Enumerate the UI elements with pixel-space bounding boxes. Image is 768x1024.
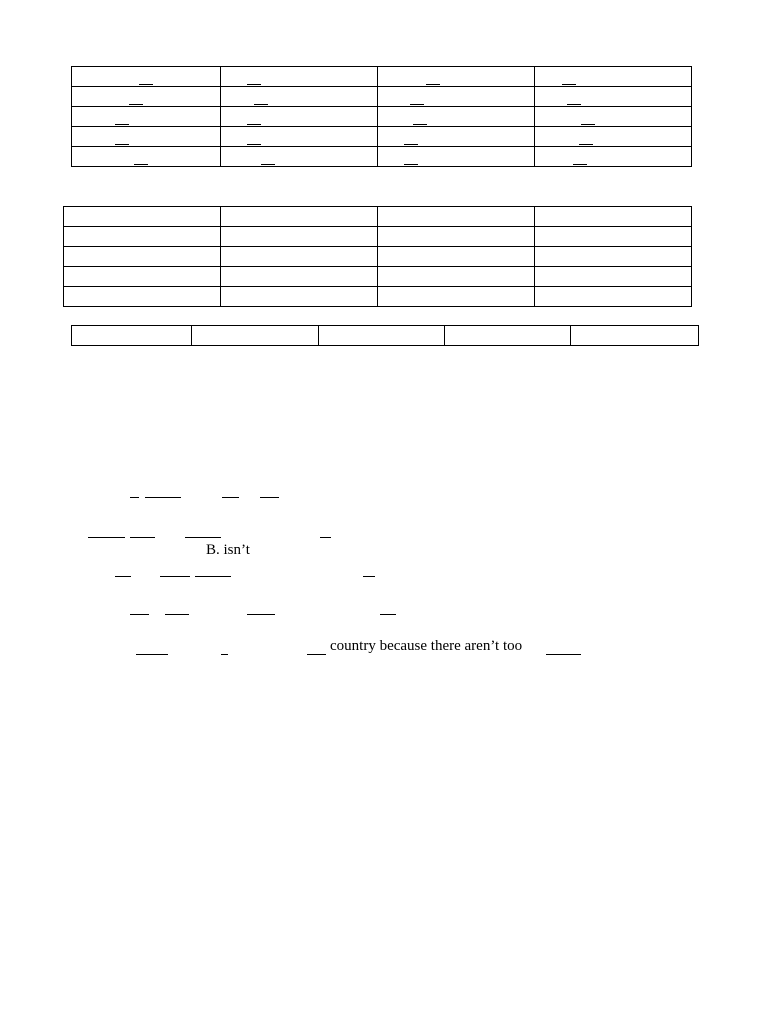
answer-blank[interactable] — [380, 614, 396, 615]
table-row — [64, 227, 692, 247]
table-cell — [221, 127, 378, 147]
stress-table — [63, 206, 692, 307]
table-cell[interactable] — [221, 287, 378, 307]
answer-blank[interactable] — [320, 537, 331, 538]
answer-blank[interactable] — [404, 144, 418, 145]
answer-blank[interactable] — [363, 576, 375, 577]
table-cell[interactable] — [535, 267, 692, 287]
table-cell[interactable] — [378, 267, 535, 287]
answer-blank[interactable] — [413, 124, 427, 125]
answer-blank[interactable] — [88, 537, 125, 538]
table-cell — [221, 87, 378, 107]
table-row — [72, 326, 699, 346]
table-cell — [72, 87, 221, 107]
answer-blank[interactable] — [260, 497, 279, 498]
answer-blank[interactable] — [247, 144, 261, 145]
answer-blank[interactable] — [567, 104, 581, 105]
answer-blank[interactable] — [426, 84, 440, 85]
table-cell[interactable] — [378, 287, 535, 307]
table-cell[interactable] — [221, 207, 378, 227]
table-cell[interactable] — [571, 326, 699, 346]
answer-blank[interactable] — [579, 144, 593, 145]
option-b-text: B. isn’t — [206, 542, 250, 558]
answer-blank[interactable] — [185, 537, 221, 538]
answer-blank[interactable] — [573, 164, 587, 165]
table-cell[interactable] — [221, 247, 378, 267]
answer-blank[interactable] — [562, 84, 576, 85]
answer-blank[interactable] — [145, 497, 181, 498]
table-row — [64, 207, 692, 227]
answer-blank[interactable] — [404, 164, 418, 165]
table-cell[interactable] — [378, 227, 535, 247]
table-cell[interactable] — [64, 287, 221, 307]
table-row — [72, 127, 692, 147]
table-cell[interactable] — [535, 227, 692, 247]
table-cell — [535, 107, 692, 127]
table-cell — [378, 127, 535, 147]
answer-blank[interactable] — [130, 537, 155, 538]
answer-blank[interactable] — [546, 654, 581, 655]
table-cell[interactable] — [535, 247, 692, 267]
table-cell[interactable] — [64, 227, 221, 247]
answer-blank[interactable] — [195, 576, 231, 577]
table-cell[interactable] — [192, 326, 319, 346]
answer-blank[interactable] — [247, 614, 275, 615]
answer-blank[interactable] — [307, 654, 326, 655]
table-row — [64, 267, 692, 287]
table-row — [64, 247, 692, 267]
answer-table — [71, 325, 699, 346]
answer-blank[interactable] — [254, 104, 268, 105]
answer-blank[interactable] — [165, 614, 189, 615]
answer-blank[interactable] — [134, 164, 148, 165]
table-cell[interactable] — [319, 326, 445, 346]
table-cell — [72, 127, 221, 147]
table-row — [72, 147, 692, 167]
table-cell[interactable] — [221, 227, 378, 247]
table-cell — [535, 67, 692, 87]
table-cell[interactable] — [64, 207, 221, 227]
table-cell[interactable] — [445, 326, 571, 346]
answer-blank[interactable] — [115, 576, 131, 577]
table-cell[interactable] — [64, 267, 221, 287]
table-row — [64, 287, 692, 307]
table-cell — [535, 87, 692, 107]
table-cell — [221, 147, 378, 167]
table-cell — [535, 127, 692, 147]
answer-blank[interactable] — [221, 654, 228, 655]
table-cell — [378, 67, 535, 87]
table-cell[interactable] — [64, 247, 221, 267]
answer-blank[interactable] — [160, 576, 190, 577]
answer-blank[interactable] — [581, 124, 595, 125]
table-cell[interactable] — [378, 207, 535, 227]
table-row — [72, 67, 692, 87]
table-cell[interactable] — [221, 267, 378, 287]
table-cell[interactable] — [535, 287, 692, 307]
phonetics-table — [71, 66, 692, 167]
answer-blank[interactable] — [222, 497, 239, 498]
table-row — [72, 107, 692, 127]
table-cell — [221, 107, 378, 127]
answer-blank[interactable] — [247, 124, 261, 125]
answer-blank[interactable] — [130, 497, 139, 498]
table-cell — [378, 87, 535, 107]
answer-blank[interactable] — [129, 104, 143, 105]
table-row — [72, 87, 692, 107]
table-cell[interactable] — [535, 207, 692, 227]
answer-blank[interactable] — [247, 84, 261, 85]
table-cell — [221, 67, 378, 87]
answer-blank[interactable] — [261, 164, 275, 165]
table-cell — [72, 147, 221, 167]
answer-blank[interactable] — [115, 124, 129, 125]
table-cell[interactable] — [72, 326, 192, 346]
answer-blank[interactable] — [130, 614, 149, 615]
table-cell — [378, 107, 535, 127]
table-cell[interactable] — [378, 247, 535, 267]
table-cell — [535, 147, 692, 167]
table-cell — [72, 107, 221, 127]
answer-blank[interactable] — [136, 654, 168, 655]
answer-blank[interactable] — [410, 104, 424, 105]
table-cell — [378, 147, 535, 167]
answer-blank[interactable] — [139, 84, 153, 85]
question-5-text: country because there aren’t too — [330, 638, 523, 654]
table-cell — [72, 67, 221, 87]
answer-blank[interactable] — [115, 144, 129, 145]
